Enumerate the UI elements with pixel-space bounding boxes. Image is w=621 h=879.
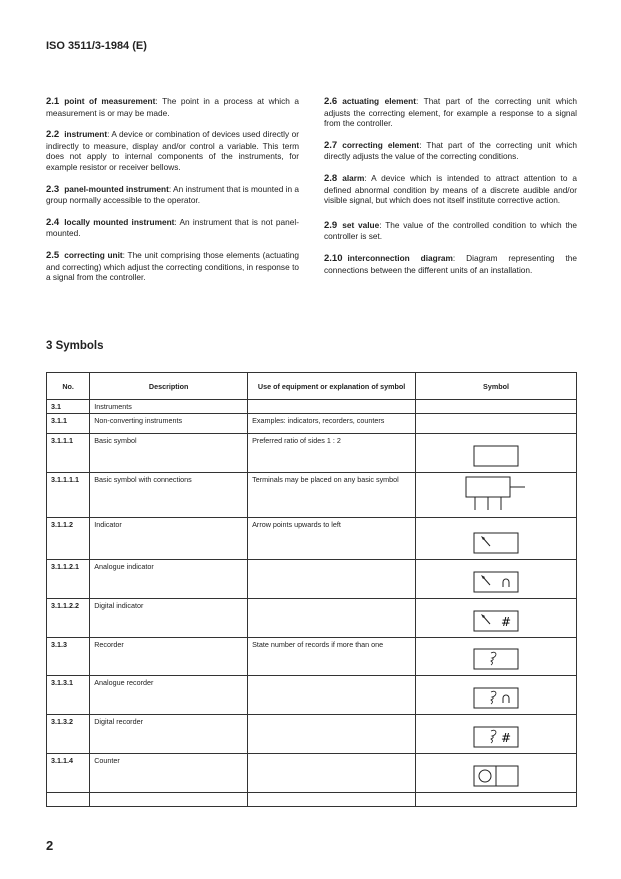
document-header: ISO 3511/3-1984 (E): [46, 40, 147, 52]
row-description: [90, 793, 248, 807]
row-description: Basic symbol with connections: [90, 473, 248, 518]
definition: 2.3 panel-mounted instrument: An instrument that is mounted in a group normally accessible to the operator.: [46, 183, 300, 206]
table-row: [47, 754, 577, 793]
definition-term: correcting element: [342, 139, 420, 150]
svg-text:#: #: [501, 731, 512, 745]
row-use: Examples: indicators, recorders, counters: [248, 414, 416, 434]
row-use: Preferred ratio of sides 1 : 2: [248, 434, 416, 473]
definition-term: locally mounted instrument: [64, 216, 175, 227]
definition: 2.10 interconnection diagram: Diagram representing the connections between the different units of an installation.: [324, 252, 577, 275]
symbol-box-icon: [416, 434, 577, 473]
row-number: 3.1.3: [47, 638, 90, 676]
table-row: [47, 599, 577, 638]
row-use: [248, 793, 416, 807]
definitions-right-column: [324, 96, 577, 286]
row-number: 3.1.1.2.2: [47, 599, 90, 638]
definition-number: 2.5: [46, 249, 60, 261]
symbols-table: [46, 372, 577, 807]
table-row: [47, 434, 577, 473]
row-number: 3.1.1.1.1: [47, 473, 90, 518]
definition-term: panel-mounted instrument: [64, 183, 169, 194]
symbol-counter-icon: [416, 754, 577, 793]
header-use: Use of equipment or explanation of symbol: [248, 373, 416, 400]
definition-text: That part of the correcting unit which directly adjusts the value of the correcting conditions.: [324, 139, 577, 162]
symbol-analogue-indicator-icon: [416, 560, 577, 599]
row-description: Counter: [90, 754, 248, 793]
definition-text: Diagram representing the connections between the different units of an installation.: [324, 252, 577, 275]
definition-number: 2.3: [46, 183, 60, 195]
definition-term: correcting unit: [64, 249, 123, 260]
table-row: [47, 715, 577, 754]
row-number: 3.1.3.2: [47, 715, 90, 754]
definitions-left-column: [46, 96, 299, 294]
definition-term: point of measurement: [64, 96, 156, 106]
definition-number: 2.9: [324, 219, 338, 231]
row-number: 3.1.1.4: [47, 754, 90, 793]
definition: 2.6 actuating element: That part of the correcting unit which adjusts the correcting element, for example a response to a signal from the controller.: [324, 96, 577, 129]
table-row: [47, 676, 577, 715]
row-number: 3.1.3.1: [47, 676, 90, 715]
symbol-none-icon: [416, 414, 577, 434]
row-use: [248, 676, 416, 715]
table-row: [47, 414, 577, 434]
definition-number: 2.1: [46, 96, 60, 107]
definition-text: An instrument that is not panel-mounted.: [46, 216, 299, 239]
definition-number: 2.4: [46, 216, 60, 228]
definition-number: 2.8: [324, 172, 338, 184]
definition-term: set value: [342, 219, 380, 230]
row-description: Instruments: [90, 400, 248, 414]
row-number: 3.1.1.1: [47, 434, 90, 473]
row-description: Analogue recorder: [90, 676, 248, 715]
definition-text: An instrument that is mounted in a group normally accessible to the operator.: [46, 183, 300, 206]
table-row: [47, 560, 577, 599]
row-use: [248, 400, 416, 414]
definition-number: 2.10: [324, 252, 343, 264]
table-row: [47, 793, 577, 807]
row-use: Terminals may be placed on any basic symbol: [248, 473, 416, 518]
symbol-none-icon: [416, 793, 577, 807]
definition-text: A device or combination of devices used directly or indirectly to measure, display and/or control a variable. This term does not apply to internal components of the instruments, for example resistor or receiver bellows.: [46, 129, 299, 172]
row-use: State number of records if more than one: [248, 638, 416, 676]
symbol-box-connections-icon: [416, 473, 577, 518]
section-title: 3 Symbols: [46, 340, 104, 352]
row-use: [248, 754, 416, 793]
row-description: Analogue indicator: [90, 560, 248, 599]
symbol-recorder-icon: [416, 638, 577, 676]
definition-text: The point in a process at which a measurement is or may be made.: [46, 96, 299, 118]
row-use: [248, 599, 416, 638]
definition-term: instrument: [64, 129, 108, 140]
row-number: 3.1.1.2.1: [47, 560, 90, 599]
symbol-digital-indicator-icon: [416, 599, 577, 638]
row-description: Basic symbol: [90, 434, 248, 473]
definition-text: A device which is intended to attract attention to a defined abnormal condition by means of a discrete audible and/or visible signal, but which does not itself institute corrective action.: [324, 172, 578, 206]
row-use: Arrow points upwards to left: [248, 518, 416, 560]
definition-number: 2.2: [46, 129, 60, 141]
row-number: 3.1: [47, 400, 90, 414]
definition-term: actuating element: [342, 96, 416, 106]
symbol-none-icon: [416, 400, 577, 414]
definition: 2.9 set value: The value of the controlled condition to which the controller is set.: [324, 219, 577, 242]
symbol-digital-recorder-icon: [416, 715, 577, 754]
definition-text: The value of the controlled condition to which the controller is set.: [324, 219, 577, 242]
table-row: [47, 400, 577, 414]
row-number: 3.1.1: [47, 414, 90, 434]
row-description: Digital indicator: [90, 599, 248, 638]
header-description: Description: [90, 373, 248, 400]
row-description: Indicator: [90, 518, 248, 560]
definition: 2.7 correcting element: That part of the correcting unit which directly adjusts the value of the correcting conditions.: [324, 139, 577, 162]
definition: 2.8 alarm: A device which is intended to attract attention to a defined abnormal condition by means of a discrete audible and/or visible signal, but which does not itself institute corrective action.: [324, 172, 578, 206]
header-symbol: Symbol: [416, 373, 577, 400]
header-no: No.: [47, 373, 90, 400]
row-number: 3.1.1.2: [47, 518, 90, 560]
page-number: 2: [46, 838, 54, 853]
svg-text:#: #: [501, 615, 512, 629]
definition: 2.5 correcting unit: The unit comprising those elements (actuating and correcting) which adjust the correcting conditions, in response to a signal from the controller.: [46, 249, 299, 283]
definition-number: 2.6: [324, 96, 338, 107]
table-row: [47, 473, 577, 518]
definition-text: The unit comprising those elements (actuating and correcting) which adjust the correcting conditions, in response to a signal from the controller.: [46, 249, 299, 283]
symbol-analogue-recorder-icon: [416, 676, 577, 715]
row-description: Digital recorder: [90, 715, 248, 754]
row-description: Recorder: [90, 638, 248, 676]
table-row: [47, 638, 577, 676]
row-description: Non-converting instruments: [90, 414, 248, 434]
row-use: [248, 715, 416, 754]
definition: 2.2 instrument: A device or combination of devices used directly or indirectly to measure, display and/or control a variable. This term does not apply to internal components of the instruments, for example resistor or receiver bellows.: [46, 129, 299, 172]
definition-number: 2.7: [324, 139, 338, 151]
definition: 2.1 point of measurement: The point in a process at which a measurement is or may be made.: [46, 96, 299, 118]
definition: 2.4 locally mounted instrument: An instrument that is not panel-mounted.: [46, 216, 299, 239]
row-use: [248, 560, 416, 599]
definition-term: alarm: [342, 172, 365, 183]
row-number: [47, 793, 90, 807]
symbol-indicator-icon: [416, 518, 577, 560]
definition-text: That part of the correcting unit which adjusts the correcting element, for example a response to a signal from the controller.: [324, 96, 577, 129]
table-row: [47, 518, 577, 560]
definition-term: interconnection diagram: [347, 252, 453, 263]
